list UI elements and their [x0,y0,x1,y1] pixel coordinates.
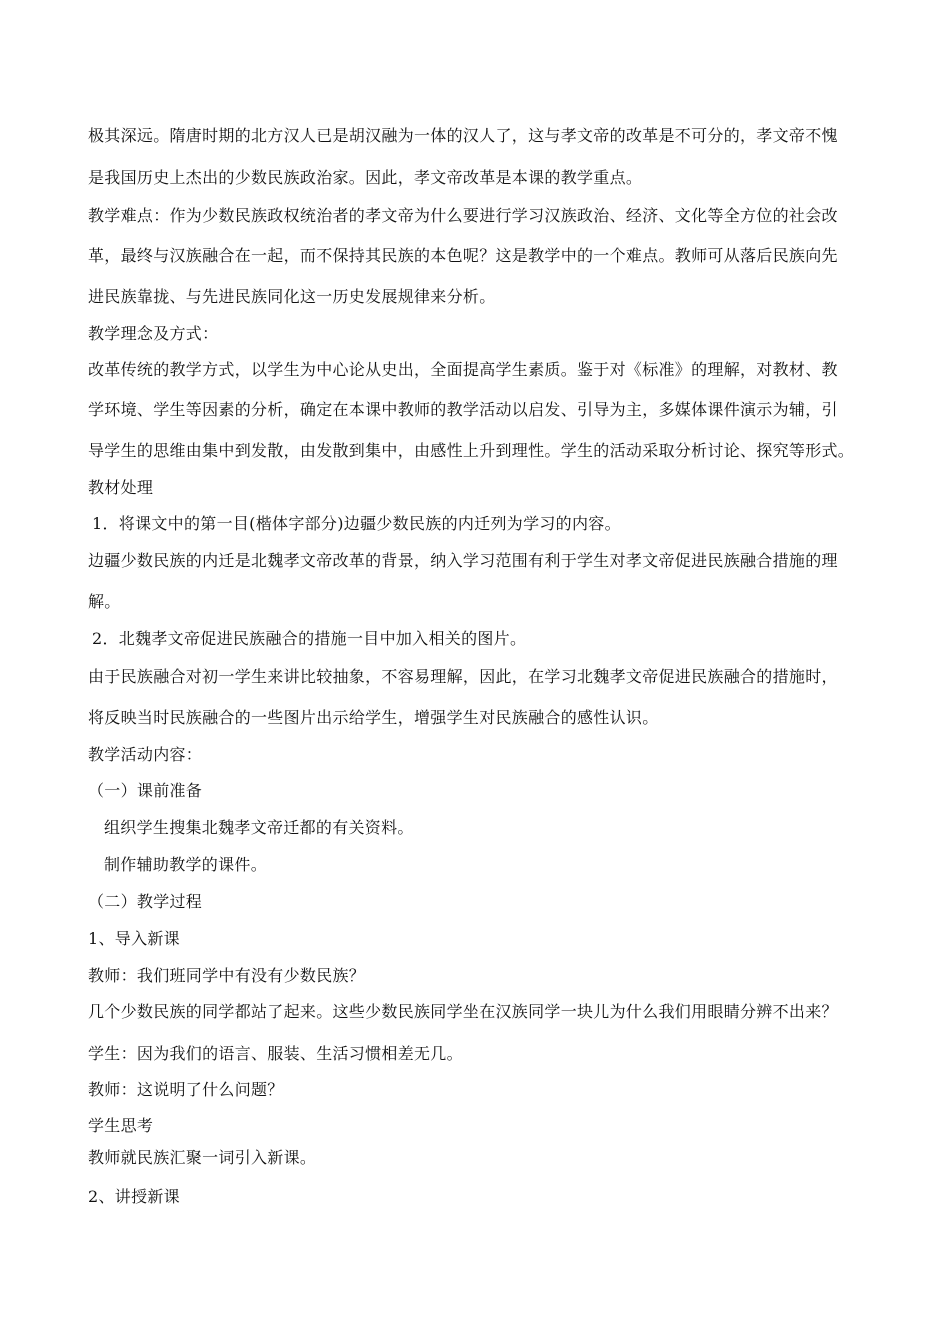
text-line: 进民族靠拢、与先进民族同化这一历史发展规律来分析。 [88,287,496,306]
text-line: 极其深远。隋唐时期的北方汉人已是胡汉融为一体的汉人了，这与孝文帝的改革是不可分的，孝文帝不愧 [88,126,838,145]
numbered-item: 1．将课文中的第一目(楷体字部分)边疆少数民族的内迁列为学习的内容。 [92,514,621,533]
text-line: 是我国历史上杰出的少数民族政治家。因此，孝文帝改革是本课的教学重点。 [88,168,643,187]
text-line: 改革传统的教学方式，以学生为中心论从史出，全面提高学生素质。鉴于对《标准》的理解，对教材、教 [88,360,838,379]
text-line: 解。 [88,592,121,611]
step-heading: 1、导入新课 [88,929,180,948]
text-line: 教师：我们班同学中有没有少数民族？ [88,966,366,985]
text-line: 导学生的思维由集中到发散，由发散到集中，由感性上升到理性。学生的活动采取分析讨论、探究等形式。 [88,441,855,460]
section-heading: 教学活动内容： [88,745,203,764]
subsection-heading: （二）教学过程 [88,892,203,911]
text-line: 教学难点：作为少数民族政权统治者的孝文帝为什么要进行学习汉族政治、经济、文化等全方位的社会改 [88,206,838,225]
text-line: 由于民族融合对初一学生来讲比较抽象，不容易理解，因此，在学习北魏孝文帝促进民族融合的措施时， [88,667,838,686]
step-heading: 2、讲授新课 [88,1187,180,1206]
text-line: 学生思考 [88,1116,154,1135]
text-line: 边疆少数民族的内迁是北魏孝文帝改革的背景，纳入学习范围有利于学生对孝文帝促进民族融合措施的理 [88,551,838,570]
text-line: 教师：这说明了什么问题？ [88,1080,284,1099]
text-line: 教师就民族汇聚一词引入新课。 [88,1148,317,1167]
text-line: 组织学生搜集北魏孝文帝迁都的有关资料。 [104,818,414,837]
text-line: 学环境、学生等因素的分析，确定在本课中教师的教学活动以启发、引导为主，多媒体课件演示为辅，引 [88,400,838,419]
numbered-item: 2．北魏孝文帝促进民族融合的措施一目中加入相关的图片。 [92,629,527,648]
section-heading: 教学理念及方式： [88,324,219,343]
text-line: 革，最终与汉族融合在一起，而不保持其民族的本色呢？这是教学中的一个难点。教师可从落后民族向先 [88,246,838,265]
section-heading: 教材处理 [88,478,154,497]
text-line: 将反映当时民族融合的一些图片出示给学生，增强学生对民族融合的感性认识。 [88,708,659,727]
text-line: 制作辅助教学的课件。 [104,855,268,874]
text-line: 学生：因为我们的语言、服装、生活习惯相差无几。 [88,1044,463,1063]
subsection-heading: （一）课前准备 [88,781,203,800]
text-line: 几个少数民族的同学都站了起来。这些少数民族同学坐在汉族同学一块儿为什么我们用眼睛分辨不出来？ [88,1002,838,1021]
